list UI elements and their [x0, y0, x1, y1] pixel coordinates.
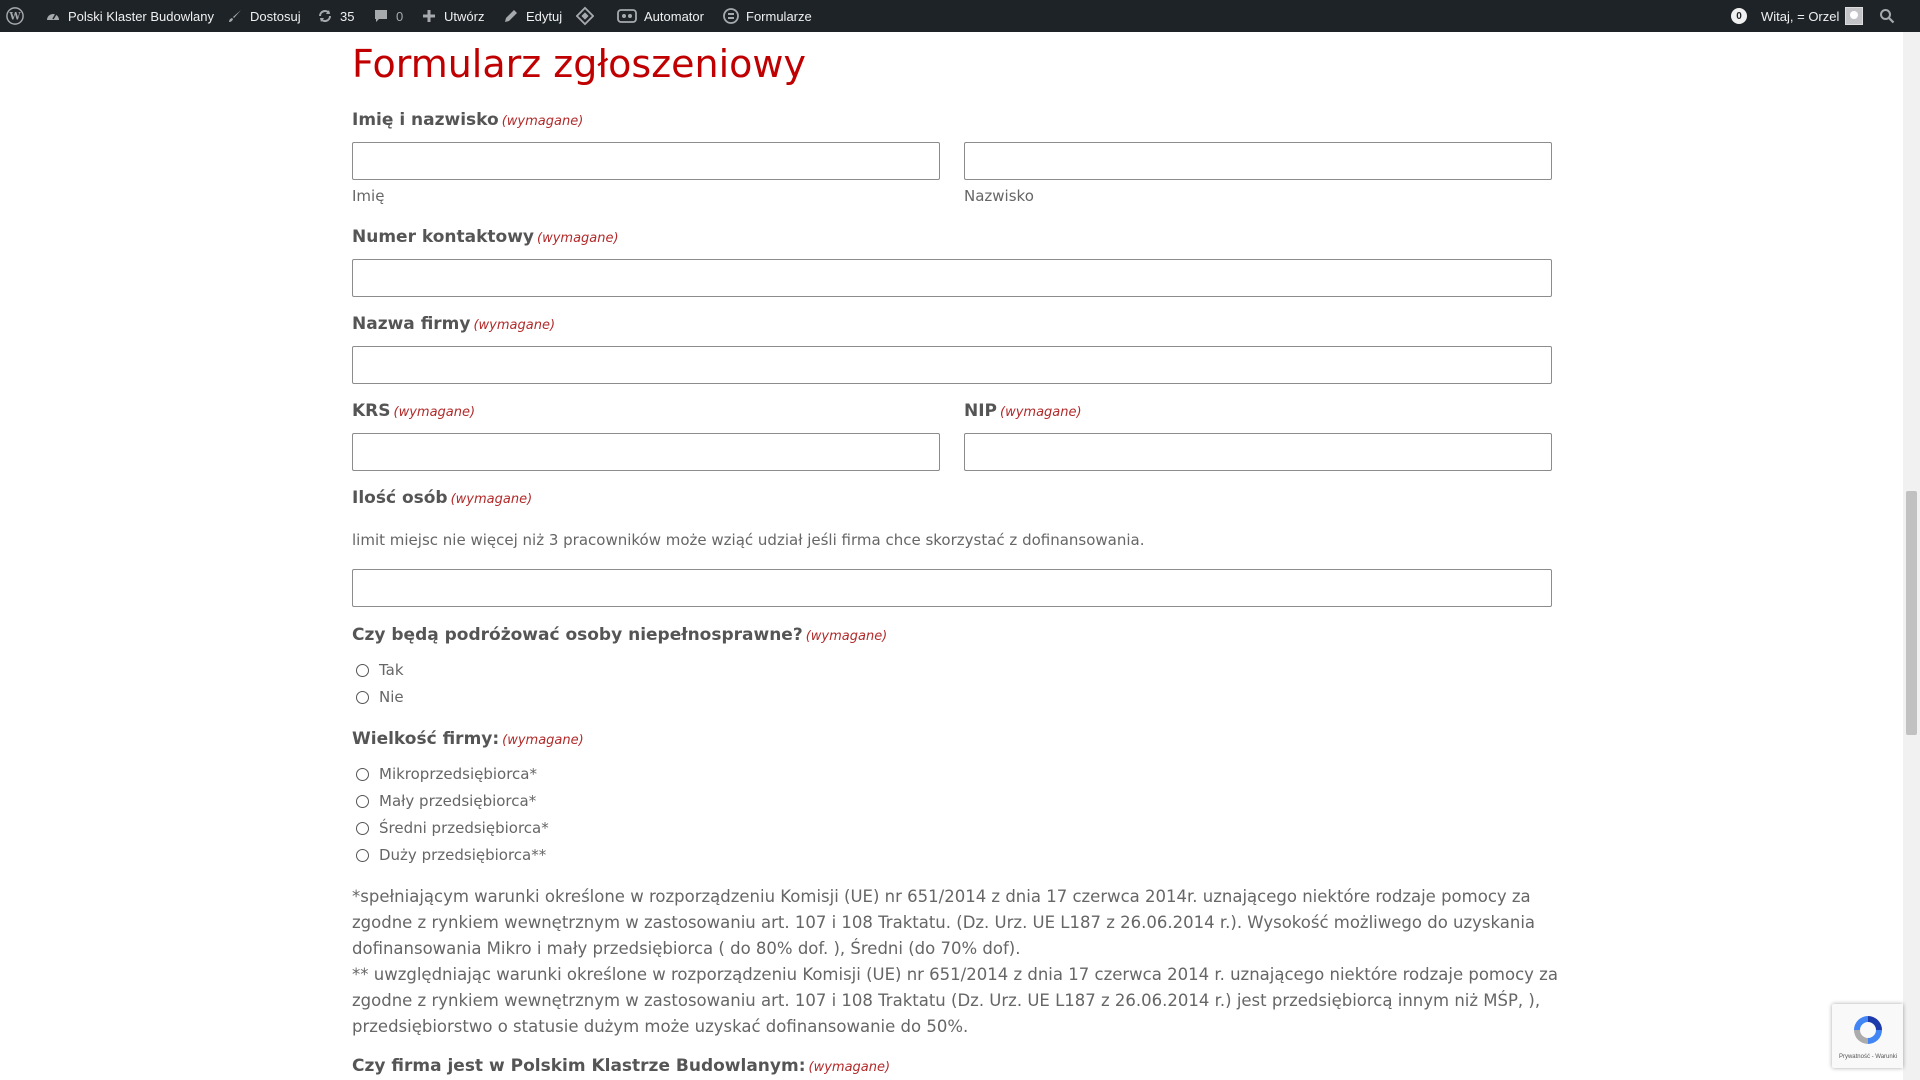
pencil-icon [502, 7, 520, 25]
footnote-line: zgodne z rynkiem wewnętrznym w zastosowaniu art. 107 i 108 Traktatu. (Dz. Urz. UE L187 z 26.06.2014 r.). Wysokość możliwego do uzyskania [352, 913, 1536, 932]
nip-input[interactable] [964, 433, 1552, 471]
edit-link[interactable] [502, 0, 562, 32]
svg-text:W: W [9, 11, 21, 23]
cluster-label [352, 1056, 890, 1076]
required-marker: (wymagane) [502, 733, 584, 748]
dashboard-icon [44, 7, 62, 25]
radio-label: Duży przedsiębiorca** [379, 846, 547, 864]
radio-button[interactable] [356, 664, 369, 677]
new-content-link[interactable] [420, 0, 484, 32]
radio-label: Średni przedsiębiorca* [379, 819, 549, 837]
forms-label: Formularze [746, 8, 812, 24]
radio-option-micro[interactable] [356, 765, 537, 783]
radio-option-nie[interactable] [356, 688, 404, 706]
radio-button[interactable] [356, 795, 369, 808]
search-icon [1878, 7, 1896, 25]
comment-icon [372, 7, 390, 25]
automator-link[interactable] [616, 0, 704, 32]
radio-option-small[interactable] [356, 792, 536, 810]
wordpress-logo[interactable] [6, 0, 24, 32]
people-label-text: Ilość osób [352, 488, 448, 508]
disabled-label [352, 625, 887, 645]
people-input[interactable] [352, 569, 1552, 607]
last-name-sublabel: Nazwisko [964, 187, 1034, 205]
required-marker: (wymagane) [808, 1060, 891, 1075]
radio-label: Nie [379, 688, 404, 706]
notifications-count: 0 [1731, 8, 1747, 24]
nip-label-text: NIP [964, 401, 998, 421]
company-input[interactable] [352, 346, 1552, 384]
recaptcha-icon [1850, 1012, 1886, 1052]
recaptcha-terms[interactable]: Prywatność - Warunki [1838, 1054, 1898, 1060]
required-marker: (wymagane) [450, 492, 533, 507]
krs-label-text: KRS [352, 401, 391, 421]
radio-button[interactable] [356, 849, 369, 862]
first-name-sublabel: Imię [352, 187, 385, 205]
customize-link[interactable] [226, 0, 301, 32]
nip-label [964, 401, 1082, 421]
form-title: Formularz zgłoszeniowy [352, 42, 806, 86]
required-marker: (wymagane) [1000, 405, 1082, 420]
scrollbar-thumb[interactable] [1906, 491, 1917, 735]
radio-button[interactable] [356, 691, 369, 704]
size-label-text: Wielkość firmy: [352, 729, 500, 749]
footnote-line: ** uwzględniając warunki określone w rozporządzeniu Komisji (UE) nr 651/2014 z dnia 17 czerwca 2014 r. uznającego niektóre rodzaje pomocy za [352, 965, 1558, 984]
edit-label: Edytuj [526, 8, 563, 24]
people-hint: limit miejsc nie więcej niż 3 pracowników może wziąć udział jeśli firma chce skorzystać z dofinansowania. [352, 531, 1145, 549]
recaptcha-badge[interactable] [1832, 1004, 1903, 1068]
automator-label: Automator [644, 8, 704, 24]
last-name-input[interactable] [964, 142, 1552, 180]
size-footnote [352, 884, 1558, 1040]
brush-icon [226, 7, 244, 25]
forms-link[interactable] [722, 0, 812, 32]
people-label [352, 488, 532, 508]
wordpress-icon [6, 7, 24, 25]
radio-option-tak[interactable] [356, 661, 404, 679]
diamond-icon [576, 7, 594, 25]
krs-input[interactable] [352, 433, 940, 471]
first-name-input[interactable] [352, 142, 940, 180]
admin-bar [0, 0, 1920, 32]
company-label [352, 314, 555, 334]
notifications-link[interactable] [1731, 0, 1747, 32]
account-menu[interactable] [1761, 0, 1863, 32]
new-label: Utwórz [444, 8, 485, 24]
disabled-label-text: Czy będą podróżować osoby niepełnosprawne? [352, 625, 803, 645]
footnote-line: zgodne z rynkiem wewnętrznym w zastosowaniu art. 107 i 108 Traktatu (Dz. Urz. UE L187 z 26.06.2014 r.) jest przedsiębiorcą innym niż MŚP, ), [352, 991, 1541, 1010]
diamond-link[interactable] [576, 0, 594, 32]
radio-button[interactable] [356, 768, 369, 781]
footnote-line: *spełniającym warunki określone w rozporządzeniu Komisji (UE) nr 651/2014 z dnia 17 czerwca 2014r. uznającego niektóre rodzaje pomocy za [352, 887, 1531, 906]
site-name: Polski Klaster Budowlany [68, 8, 214, 24]
greeting: Witaj, = Orzel [1761, 8, 1840, 24]
updates-link[interactable] [316, 0, 354, 32]
footnote-line: przedsiębiorstwo o statusie dużym może uzyskać dofinansowanie do 50%. [352, 1017, 969, 1036]
admin-search[interactable] [1878, 0, 1896, 32]
required-marker: (wymagane) [805, 629, 888, 644]
plus-icon [420, 7, 438, 25]
phone-label-text: Numer kontaktowy [352, 227, 535, 247]
page-content [0, 32, 1903, 1080]
automator-icon [616, 7, 638, 25]
page-scrollbar[interactable] [1903, 32, 1920, 1080]
radio-label: Mikroprzedsiębiorca* [379, 765, 537, 783]
radio-option-medium[interactable] [356, 819, 549, 837]
name-label-text: Imię i nazwisko [352, 110, 499, 130]
required-marker: (wymagane) [501, 114, 584, 129]
radio-option-large[interactable] [356, 846, 546, 864]
required-marker: (wymagane) [393, 405, 476, 420]
footnote-line: dofinansowania Mikro i mały przedsiębiorca ( do 80% dof. ), Średni (do 70% dof). [352, 939, 1021, 958]
radio-label: Mały przedsiębiorca* [379, 792, 537, 810]
site-name-link[interactable] [44, 0, 214, 32]
avatar [1845, 7, 1863, 25]
name-label [352, 110, 583, 130]
phone-label [352, 227, 619, 247]
comments-count: 0 [396, 8, 404, 24]
customize-label: Dostosuj [250, 8, 301, 24]
required-marker: (wymagane) [537, 231, 619, 246]
phone-input[interactable] [352, 259, 1552, 297]
forms-icon [722, 7, 740, 25]
comments-link[interactable] [372, 0, 403, 32]
company-label-text: Nazwa firmy [352, 314, 471, 334]
radio-button[interactable] [356, 822, 369, 835]
cluster-label-text: Czy firma jest w Polskim Klastrze Budowlanym: [352, 1056, 806, 1076]
updates-count: 35 [340, 8, 355, 24]
size-label [352, 729, 584, 749]
krs-label [352, 401, 475, 421]
required-marker: (wymagane) [473, 318, 556, 333]
radio-label: Tak [379, 661, 404, 679]
updates-icon [316, 7, 334, 25]
